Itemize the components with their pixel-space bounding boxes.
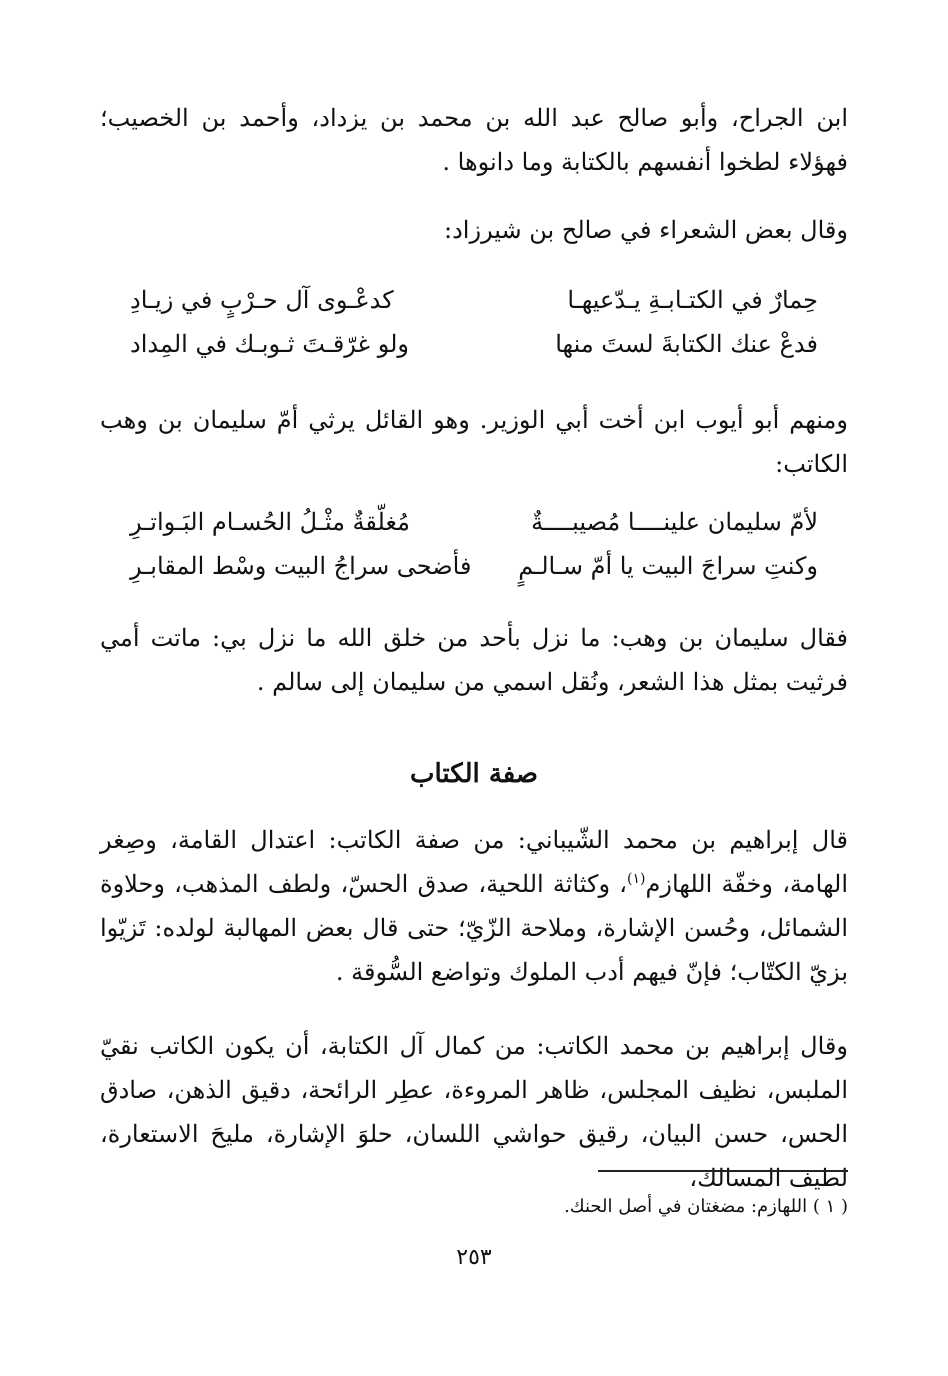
- poem-2-line-1: [130, 500, 818, 544]
- paragraph-3: ومنهم أبو أيوب ابن أخت أبي الوزير. وهو القائل يرثي أمّ سليمان بن وهب الكاتب:: [100, 406, 848, 478]
- paragraph-5-start: قال إبراهيم بن محمد الشّيباني: من صفة الكاتب: اعتدال القامة، وصِغر الهامة، وخفّة اللهازم: [100, 826, 849, 898]
- hemistich-second: ولو غرّقـتَ ثـوبـك في المِداد: [130, 330, 410, 358]
- poem-1-line-2: [130, 322, 818, 366]
- poem-2-line-2: [130, 544, 818, 588]
- section-heading: صفة الكتاب: [410, 759, 538, 789]
- footnote-marker: (١): [627, 871, 646, 887]
- paragraph-6: وقال إبراهيم بن محمد الكاتب: من كمال آل الكتابة، أن يكون الكاتب نقيّ الملبس، نظيف المجلس، ظاهر المروءة، عطِر الرائحة، دقيق الذهن، صادق الحس، حسن البيان، رقيق حواشي اللسان، حلوَ الإشارة، مليحَ الاستعارة، لطيف المسالك،: [100, 1032, 849, 1192]
- hemistich-first: حِمارٌ في الكتـابـةِ يـدّعيهـا: [567, 286, 818, 314]
- footnote: ( ١ ) اللهازم: مضغتان في أصل الحنك.: [564, 1196, 848, 1217]
- paragraph-2: وقال بعض الشعراء في صالح بن شيرزاد:: [444, 216, 848, 244]
- footnote-separator: [598, 1170, 848, 1172]
- paragraph-4: فقال سليمان بن وهب: ما نزل بأحد من خلق الله ما نزل بي: ماتت أمي فرثيت بمثل هذا الشعر، ونُقل اسمي من سليمان إلى سالم .: [100, 624, 848, 696]
- hemistich-second: مُغلّقةٌ مثْـلُ الحُسـام البَـواتـرِ: [130, 508, 410, 536]
- hemistich-first: وكنتِ سراجَ البيت يا أمّ سـالـمٍ: [518, 552, 818, 580]
- paragraph-1: ابن الجراح، وأبو صالح عبد الله بن محمد بن يزداد، وأحمد بن الخصيب؛ فهؤلاء لطخوا أنفسهم بالكتابة وما دانوها .: [100, 104, 848, 176]
- hemistich-first: فدعْ عنك الكتابةَ لستَ منها: [555, 330, 818, 358]
- paragraph-5-end: ، وكثاثة اللحية، صدق الحسّ، ولطف المذهب، وحلاوة الشمائل، وحُسن الإشارة، وملاحة الزّيّ؛ حتى قال بعض المهالبة لولده: تَزيّوا بزيّ الكتّاب؛ فإنّ فيهم أدب الملوك وتواضع السُّوقة .: [100, 870, 848, 986]
- paragraph-5: [100, 818, 848, 994]
- hemistich-second: فأضحى سراجُ البيت وسْط المقابـرِ: [130, 552, 472, 580]
- poem-1-line-1: [130, 278, 818, 322]
- hemistich-second: كدعْـوى آل حـرْبٍ في زيـادِ: [130, 286, 394, 314]
- page-number: ٢٥٣: [456, 1245, 492, 1270]
- hemistich-first: لأمّ سليمان علينــــا مُصيبــــةٌ: [531, 508, 818, 536]
